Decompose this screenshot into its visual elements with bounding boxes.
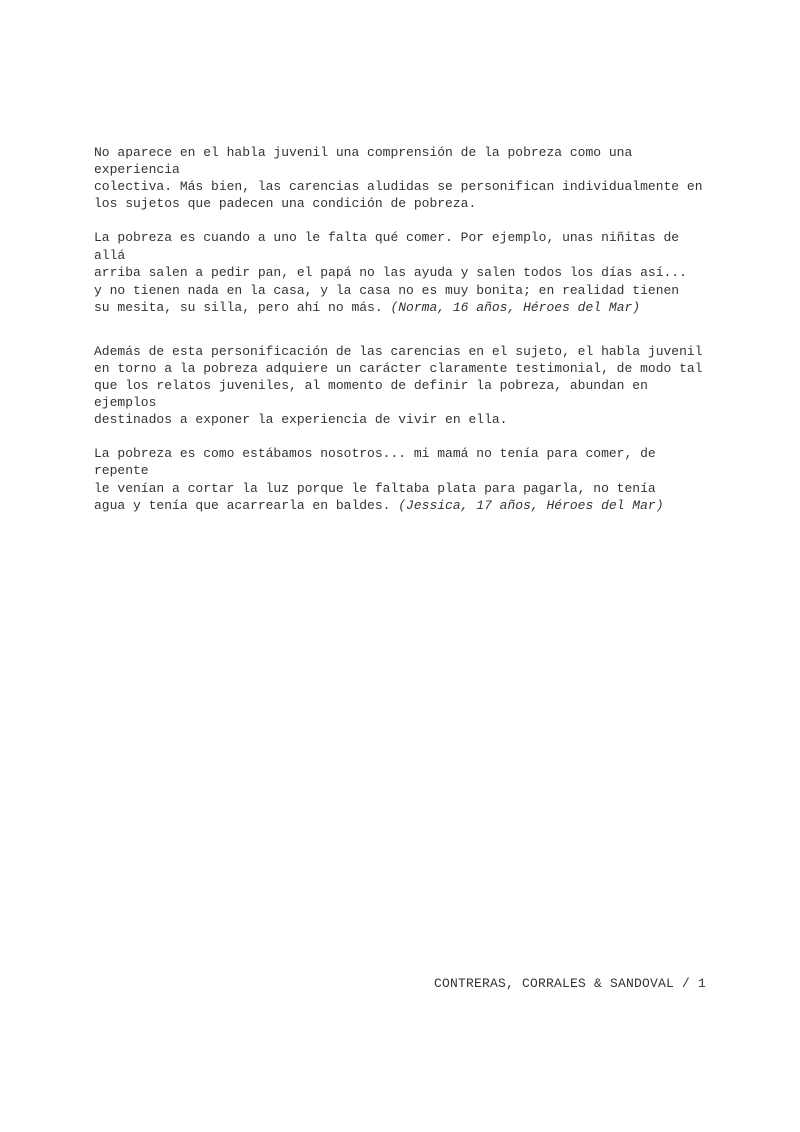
paragraph-intro: No aparece en el habla juvenil una comprensión de la pobreza como una experiencia colectiva. Más bien, las carencias aludidas se personifican individualmente en los sujetos que padecen una condición de pobreza. [94,145,703,211]
quote-text: La pobreza es como estábamos nosotros... mi mamá no tenía para comer, de repente le venían a cortar la luz porque le faltaba plata para pagarla, no tenía agua y tenía que acarrearla en baldes. [94,445,656,513]
running-footer: CONTRERAS, CORRALES & SANDOVAL / 1 [433,976,706,991]
paragraph-testimonial: Además de esta personificación de las carencias en el sujeto, el habla juvenil en torno a la pobreza adquiere un carácter claramente testimonial, de modo tal que los relatos juveniles, al momento de definir la pobreza, abundan en ejemplos destinados a exponer la experiencia de vivir en ella. [94,343,703,427]
document-body [94,144,714,515]
quote-text: La pobreza es cuando a uno le falta qué comer. Por ejemplo, unas niñitas de allá arriba salen a pedir pan, el papá no las ayuda y salen todos los días así... y no tienen nada en la casa, y la casa no es muy bonita; en realidad tienen su mesita, su silla, pero ahí no más. [94,230,687,315]
quote-citation: (Norma, 16 años, Héroes del Mar) [390,300,641,315]
block-quote-jessica [94,445,714,515]
quote-citation: (Jessica, 17 años, Héroes del Mar) [398,498,664,513]
block-quote-norma [94,229,714,317]
